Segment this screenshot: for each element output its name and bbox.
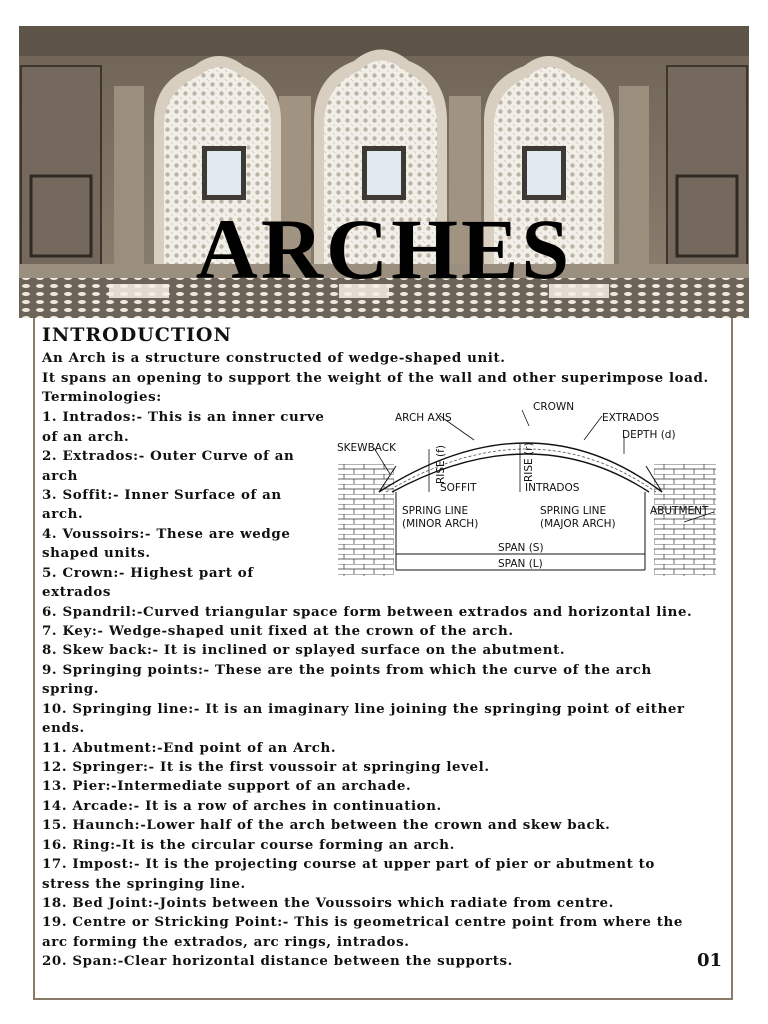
label-rise-f: RISE (f): [435, 445, 447, 484]
term-line: arc forming the extrados, arc rings, intrados.: [42, 934, 410, 950]
label-spring-minor-sub: (MINOR ARCH): [402, 518, 479, 530]
term-line: 12. Springer:- It is the first voussoir at springing level.: [42, 759, 490, 775]
hero-photo: [19, 26, 749, 318]
page-number: 01: [696, 950, 722, 971]
extrados-curve: [379, 443, 662, 492]
term-line: 14. Arcade:- It is a row of arches in continuation.: [42, 798, 442, 814]
term-line: 13. Pier:-Intermediate support of an archade.: [42, 778, 412, 794]
term-line: spring.: [42, 681, 100, 697]
arch-axis-line: [386, 449, 656, 492]
term-line: 15. Haunch:-Lower half of the arch between the crown and skew back.: [42, 817, 611, 833]
term-line: extrados: [42, 584, 112, 600]
term-line: 16. Ring:-It is the circular course forming an arch.: [42, 837, 455, 853]
label-abutment: ABUTMENT: [650, 505, 709, 517]
term-line: 5. Crown:- Highest part of: [42, 565, 254, 581]
term-line: 3. Soffit:- Inner Surface of an: [42, 487, 282, 503]
label-extrados: EXTRADOS: [602, 412, 660, 424]
term-line: 7. Key:- Wedge-shaped unit fixed at the crown of the arch.: [42, 623, 514, 639]
term-line: 20. Span:-Clear horizontal distance between the supports.: [42, 953, 513, 969]
term-line: 8. Skew back:- It is inclined or splayed surface on the abutment.: [42, 642, 566, 658]
term-line: 11. Abutment:-End point of an Arch.: [42, 740, 337, 756]
label-arch-axis: ARCH AXIS: [395, 412, 452, 424]
page-title: ARCHES: [195, 201, 573, 297]
label-depth: DEPTH (d): [622, 429, 676, 441]
label-spring-major-sub: (MAJOR ARCH): [540, 518, 616, 530]
right-wall: [654, 464, 716, 576]
term-line: 9. Springing points:- These are the points from which the curve of the arch: [42, 662, 652, 678]
term-line: 18. Bed Joint:-Joints between the Voussoirs which radiate from centre.: [42, 895, 614, 911]
left-wall: [338, 464, 394, 576]
intro-line: An Arch is a structure constructed of wedge-shaped unit.: [42, 350, 506, 366]
label-soffit: SOFFIT: [440, 482, 477, 494]
term-line: 6. Spandril:-Curved triangular space form between extrados and horizontal line.: [42, 604, 693, 620]
label-crown: CROWN: [533, 401, 575, 413]
term-line: 19. Centre or Stricking Point:- This is geometrical centre point from where the: [42, 914, 683, 930]
label-skewback: SKEWBACK: [337, 442, 396, 454]
arch-diagram: [334, 394, 726, 580]
term-line: ends.: [42, 720, 85, 736]
term-line: 1. Intrados:- This is an inner curve: [42, 409, 325, 425]
intrados-curve: [392, 454, 649, 492]
term-line: arch.: [42, 506, 84, 522]
term-line: 10. Springing line:- It is an imaginary line joining the springing point of either: [42, 701, 685, 717]
label-spring-minor: SPRING LINE: [402, 505, 469, 517]
label-span-l: SPAN (L): [498, 558, 543, 570]
term-line: of an arch.: [42, 429, 130, 445]
terminologies-heading: Terminologies:: [42, 389, 162, 405]
section-heading: INTRODUCTION: [42, 324, 232, 346]
label-rise-r: RISE (r): [523, 442, 535, 482]
term-line: 4. Voussoirs:- These are wedge: [42, 526, 291, 542]
label-spring-major: SPRING LINE: [540, 505, 607, 517]
term-line: shaped units.: [42, 545, 151, 561]
term-line: 2. Extrados:- Outer Curve of an: [42, 448, 295, 464]
term-line: 17. Impost:- It is the projecting course at upper part of pier or abutment to: [42, 856, 655, 872]
term-line: arch: [42, 468, 79, 484]
intro-line: It spans an opening to support the weight of the wall and other superimpose load.: [42, 370, 709, 386]
label-span-s: SPAN (S): [498, 542, 544, 554]
label-intrados: INTRADOS: [525, 482, 580, 494]
term-line: stress the springing line.: [42, 876, 246, 892]
